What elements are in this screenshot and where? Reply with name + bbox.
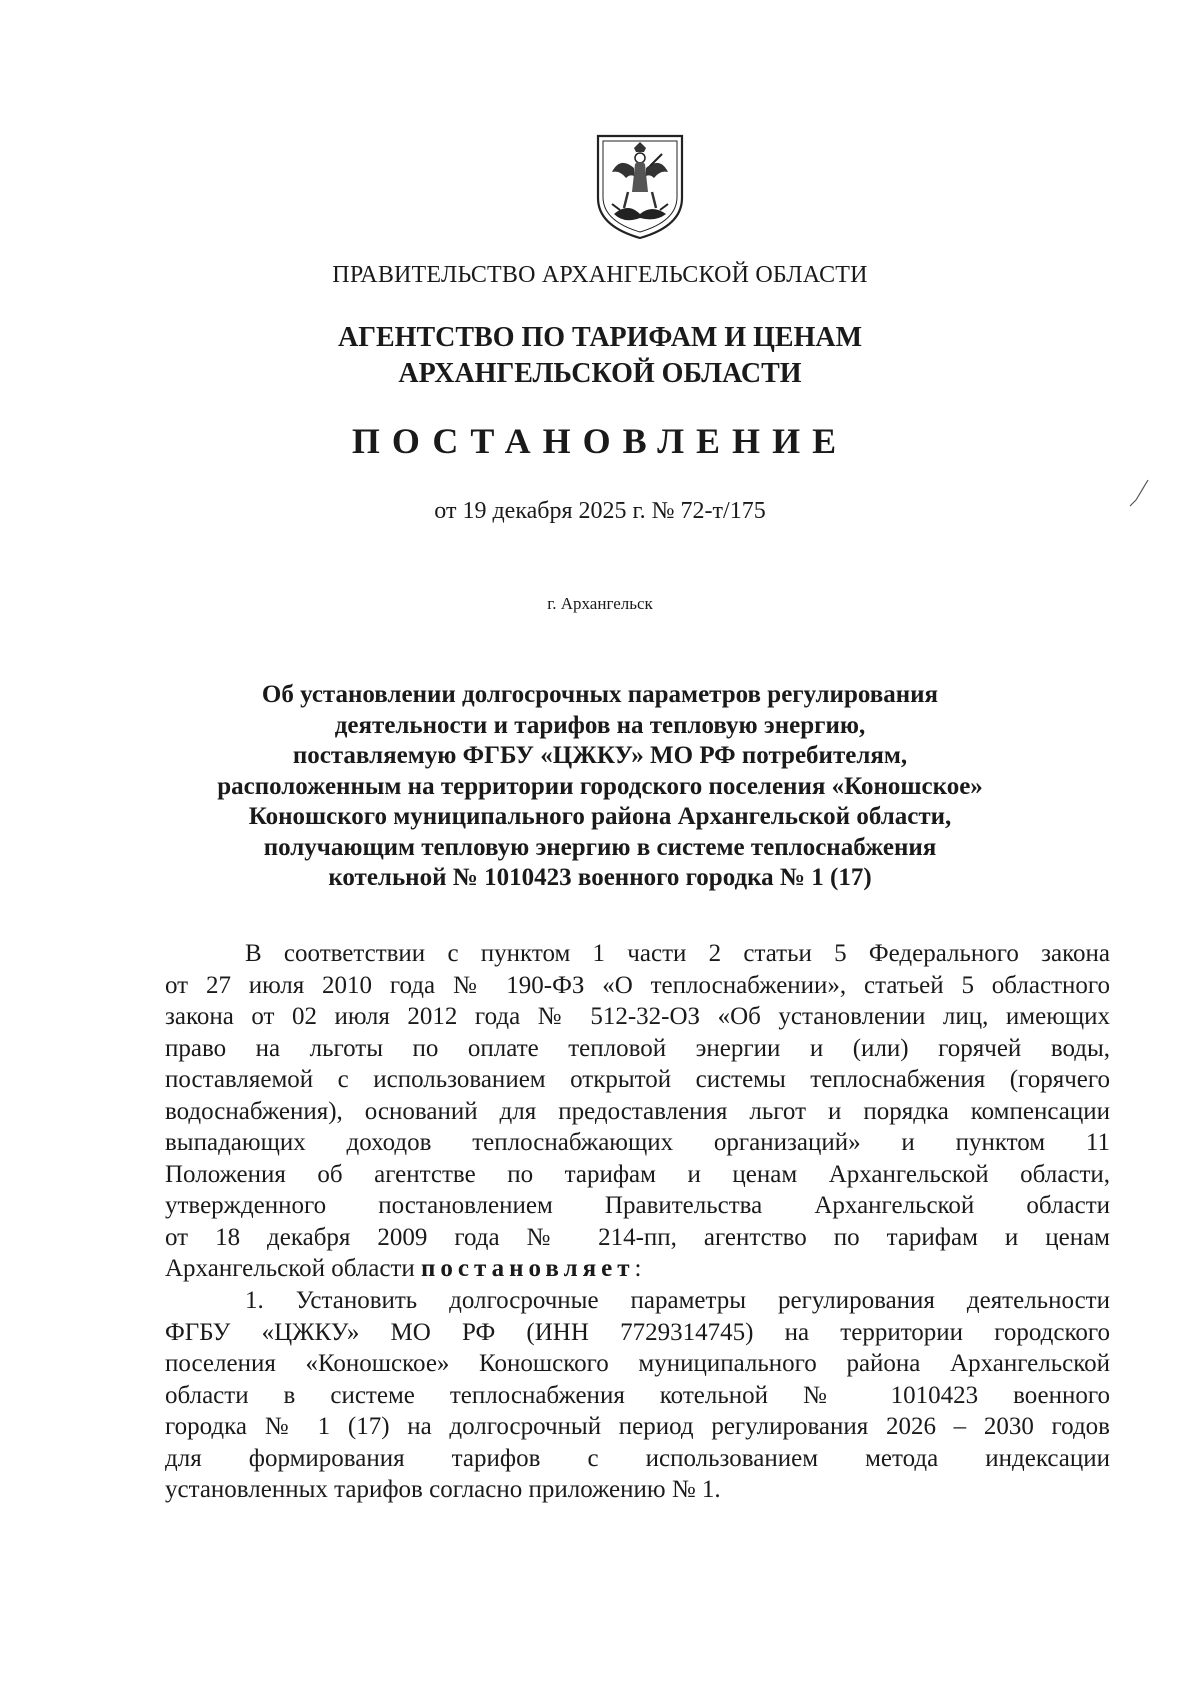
title-line: деятельности и тарифов на тепловую энергию,: [334, 711, 866, 739]
document-type-heading: ПОСТАНОВЛЕНИЕ: [351, 421, 849, 461]
text-fragment: :: [634, 1255, 642, 1282]
text-line: закона от 02 июля 2012 года № 512-32-ОЗ «Об установлении лиц, имеющих: [165, 1003, 1110, 1030]
text-line: области в системе теплоснабжения котельной № 1010423 военного: [165, 1381, 1110, 1409]
item-1-paragraph: [165, 1285, 1110, 1506]
title-line: получающим тепловую энергию в системе теплоснабжения: [263, 833, 937, 861]
text-line: утвержденного постановлением Правительства Архангельской области: [165, 1192, 1110, 1219]
text-line: городка № 1 (17) на долгосрочный период регулирования 2026 – 2030 годов: [165, 1413, 1110, 1440]
agency-heading: [0, 320, 1200, 392]
title-line: расположенным на территории городского поселения «Коношское»: [217, 772, 983, 800]
text-line: ФГБУ «ЦЖКУ» МО РФ (ИНН 7729314745) на территории городского: [165, 1318, 1110, 1346]
title-line: Коношского муниципального района Архангельской области,: [248, 803, 952, 830]
title-line: Об установлении долгосрочных параметров регулирования: [261, 681, 939, 708]
resolves-keyword: постановляет: [421, 1255, 635, 1282]
text-line: от 18 декабря 2009 года № 214-пп, агентство по тарифам и ценам: [165, 1223, 1110, 1251]
text-line: для формирования тарифов с использованием метода индексации: [165, 1444, 1110, 1472]
date-and-number: от 19 декабря 2025 г. № 72-т/175: [434, 498, 766, 524]
agency-line-1: АГЕНТСТВО ПО ТАРИФАМ И ЦЕНАМ: [337, 322, 863, 353]
text-line: выпадающих доходов теплоснабжающих организаций» и пунктом 11: [165, 1129, 1110, 1156]
coat-of-arms-emblem: [590, 130, 690, 242]
text-fragment: Архангельской области: [165, 1255, 422, 1282]
text-line: право на льготы по оплате тепловой энергии и (или) горячей воды,: [165, 1034, 1110, 1062]
document-title: [0, 680, 1200, 894]
preamble-paragraph: [165, 938, 1110, 1285]
text-line: В соответствии с пунктом 1 части 2 статьи 5 Федерального закона: [245, 940, 1110, 967]
agency-line-2: АРХАНГЕЛЬСКОЙ ОБЛАСТИ: [398, 358, 802, 389]
title-line: котельной № 1010423 военного городка № 1 (17): [328, 864, 872, 891]
text-line: 1. Установить долгосрочные параметры регулирования деятельности: [245, 1287, 1110, 1314]
text-line: поставляемой с использованием открытой системы теплоснабжения (горячего: [165, 1066, 1110, 1093]
text-line: водоснабжения), оснований для предоставления льгот и порядка компенсации: [165, 1097, 1110, 1125]
title-line: поставляемую ФГБУ «ЦЖКУ» МО РФ потребителям,: [292, 742, 908, 769]
city-label: г. Архангельск: [547, 594, 653, 613]
text-line: от 27 июля 2010 года № 190-ФЗ «О теплоснабжении», статьей 5 областного: [165, 971, 1110, 999]
text-line: Положения об агентстве по тарифам и ценам Архангельской области,: [165, 1160, 1110, 1188]
government-heading: ПРАВИТЕЛЬСТВО АРХАНГЕЛЬСКОЙ ОБЛАСТИ: [332, 262, 868, 288]
text-line: установленных тарифов согласно приложению № 1.: [165, 1476, 721, 1503]
text-line: [165, 1253, 1110, 1285]
text-line: поселения «Коношское» Коношского муниципального района Архангельской: [165, 1350, 1110, 1377]
pen-mark: [1128, 478, 1150, 508]
